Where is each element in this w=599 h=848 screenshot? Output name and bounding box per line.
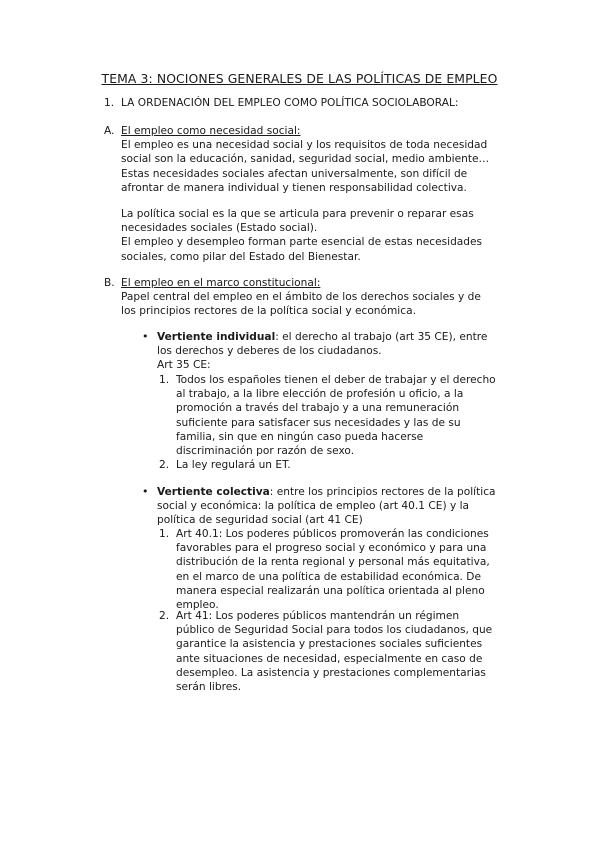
- list-line: La ley regulará un ET.: [176, 459, 291, 471]
- section-a-para2: [121, 207, 482, 264]
- vertiente-colectiva-line3: política de seguridad social (art 41 CE): [157, 514, 363, 527]
- art35-item1-marker: 1.: [159, 374, 170, 386]
- vertiente-individual: [157, 330, 487, 373]
- section-b-marker: B.: [104, 277, 115, 289]
- vertiente-colectiva-label: Vertiente colectiva: [157, 486, 270, 498]
- list-line: familia, sin que en ningún caso pueda hacerse: [176, 430, 424, 443]
- bullet-icon: •: [142, 330, 149, 343]
- list-line: desempleo. La asistencia y prestaciones complementarias: [176, 666, 486, 679]
- vertiente-individual-text: : el derecho al trabajo (art 35 CE), entre: [275, 331, 488, 343]
- section-b-intro-line: Papel central del empleo en el ámbito de los derechos sociales y de: [121, 291, 481, 304]
- list-line: empleo.: [176, 599, 219, 612]
- vertiente-colectiva-line2: social y económica: la política de empleo (art 40.1 CE) y la: [157, 500, 470, 513]
- section-b-intro-line: los principios rectores de la política social y económica.: [121, 305, 416, 318]
- vertiente-individual-line2: los derechos y deberes de los ciudadanos.: [157, 345, 382, 358]
- list-line: distribución de la renta regional y personal más equitativa,: [176, 556, 490, 569]
- list-line: Art 40.1: Los poderes públicos promoverán las condiciones: [176, 528, 489, 540]
- section-a-para2-line: El empleo y desempleo forman parte esencial de estas necesidades: [121, 236, 483, 249]
- colectiva-item2-marker: 2.: [159, 610, 170, 622]
- art35-item1: [176, 373, 496, 458]
- section-a-body: [121, 124, 489, 195]
- vertiente-colectiva-text: : entre los principios rectores de la política: [269, 486, 496, 498]
- section-a-para1-line: afrontar de manera individual y tienen responsabilidad colectiva.: [121, 181, 467, 194]
- vertiente-individual-label: Vertiente individual: [157, 331, 276, 343]
- colectiva-item2: [176, 609, 492, 694]
- list-line: promoción a través del trabajo y a una remuneración: [176, 402, 460, 415]
- list-line: suficiente para satisfacer sus necesidades y las de su: [176, 416, 461, 429]
- colectiva-item1: [176, 527, 490, 612]
- list-line: manera especial realizarán una política orientada al pleno: [176, 584, 485, 597]
- section-a-para2-line: La política social es la que se articula para prevenir o reparar esas: [121, 208, 474, 220]
- section-1-marker: 1.: [104, 97, 115, 109]
- list-line: público de Seguridad Social para todos los ciudadanos, que: [176, 624, 493, 637]
- section-b-heading: El empleo en el marco constitucional:: [121, 277, 321, 289]
- list-line: en el marco de una política de estabilidad económica. De: [176, 570, 481, 583]
- section-a-heading: El empleo como necesidad social:: [121, 125, 301, 137]
- colectiva-item1-marker: 1.: [159, 528, 170, 540]
- section-a-para2-line: necesidades sociales (Estado social).: [121, 222, 318, 235]
- section-1-heading: LA ORDENACIÓN DEL EMPLEO COMO POLÍTICA SOCIOLABORAL:: [121, 97, 459, 109]
- list-line: serán libres.: [176, 681, 242, 694]
- list-line: Art 41: Los poderes públicos mantendrán un régimen: [176, 610, 460, 622]
- art35-item2-marker: 2.: [159, 459, 170, 471]
- list-line: Todos los españoles tienen el deber de trabajar y el derecho: [176, 374, 496, 386]
- art35-item2: [176, 458, 291, 472]
- list-line: discriminación por razón de sexo.: [176, 445, 355, 458]
- section-a-para1-line: Estas necesidades sociales afectan universalmente, son difícil de: [121, 167, 468, 180]
- section-b-body: [121, 276, 481, 319]
- list-line: favorables para el progreso social y económico y para una: [176, 542, 487, 555]
- list-line: al trabajo, a la libre elección de profesión u oficio, a la: [176, 388, 464, 401]
- vertiente-individual-line1: [157, 330, 487, 344]
- section-a-para1-line: El empleo es una necesidad social y los requisitos de toda necesidad: [121, 139, 488, 152]
- section-a-marker: A.: [104, 125, 115, 137]
- art-35-label: Art 35 CE:: [157, 359, 211, 372]
- section-a-para1-line: social son la educación, sanidad, seguridad social, medio ambiente…: [121, 153, 490, 166]
- list-line: ante situaciones de necesidad, especialmente en caso de: [176, 652, 483, 665]
- document-title: TEMA 3: NOCIONES GENERALES DE LAS POLÍTICAS DE EMPLEO: [101, 71, 498, 86]
- section-a-para2-line: sociales, como pilar del Estado del Bienestar.: [121, 250, 361, 263]
- vertiente-colectiva-line1: [157, 485, 496, 499]
- list-line: garantice la asistencia y prestaciones sociales suficientes: [176, 638, 483, 651]
- vertiente-colectiva: [157, 485, 496, 528]
- bullet-icon: •: [142, 485, 149, 498]
